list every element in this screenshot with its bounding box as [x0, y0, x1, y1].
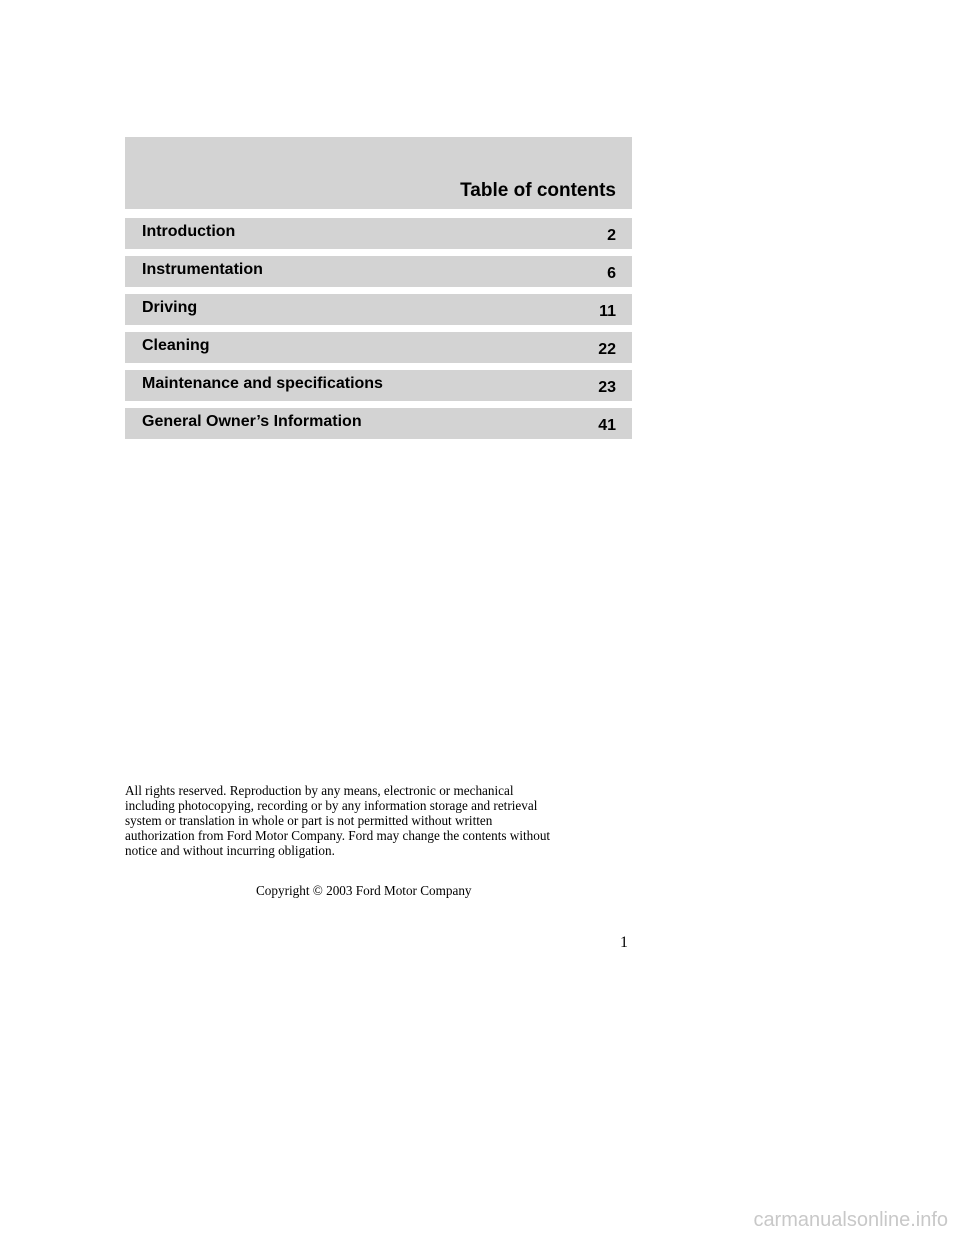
toc-item-page: 23 — [598, 379, 616, 396]
toc-item-page: 6 — [607, 265, 616, 282]
rights-line: authorization from Ford Motor Company. Ford may change the contents without — [125, 828, 551, 843]
toc-header-band — [125, 137, 632, 209]
toc-list — [125, 218, 632, 446]
toc-item-cleaning[interactable] — [125, 332, 632, 363]
toc-item-label: General Owner’s Information — [142, 413, 362, 430]
copyright-notice: Copyright © 2003 Ford Motor Company — [256, 883, 472, 898]
page-number: 1 — [620, 934, 628, 951]
watermark: carmanualsonline.info — [753, 1209, 948, 1231]
toc-item-label: Introduction — [142, 223, 236, 240]
rights-line: All rights reserved. Reproduction by any means, electronic or mechanical — [125, 783, 514, 798]
toc-item-label: Cleaning — [142, 337, 210, 354]
toc-item-page: 22 — [598, 341, 616, 358]
rights-line: including photocopying, recording or by any information storage and retrieval — [125, 798, 538, 813]
toc-item-instrumentation[interactable] — [125, 256, 632, 287]
toc-item-introduction[interactable] — [125, 218, 632, 249]
toc-item-driving[interactable] — [125, 294, 632, 325]
rights-notice — [125, 783, 635, 858]
toc-item-maintenance[interactable] — [125, 370, 632, 401]
toc-item-page: 2 — [607, 227, 616, 244]
rights-line: system or translation in whole or part is not permitted without written — [125, 813, 493, 828]
toc-item-general-owner-information[interactable] — [125, 408, 632, 439]
toc-item-label: Maintenance and specifications — [142, 375, 383, 392]
rights-line: notice and without incurring obligation. — [125, 843, 335, 858]
toc-item-page: 41 — [598, 417, 616, 434]
toc-item-label: Driving — [142, 299, 198, 316]
page-title: Table of contents — [460, 180, 616, 201]
toc-item-label: Instrumentation — [142, 261, 263, 278]
toc-item-page: 11 — [599, 303, 616, 320]
